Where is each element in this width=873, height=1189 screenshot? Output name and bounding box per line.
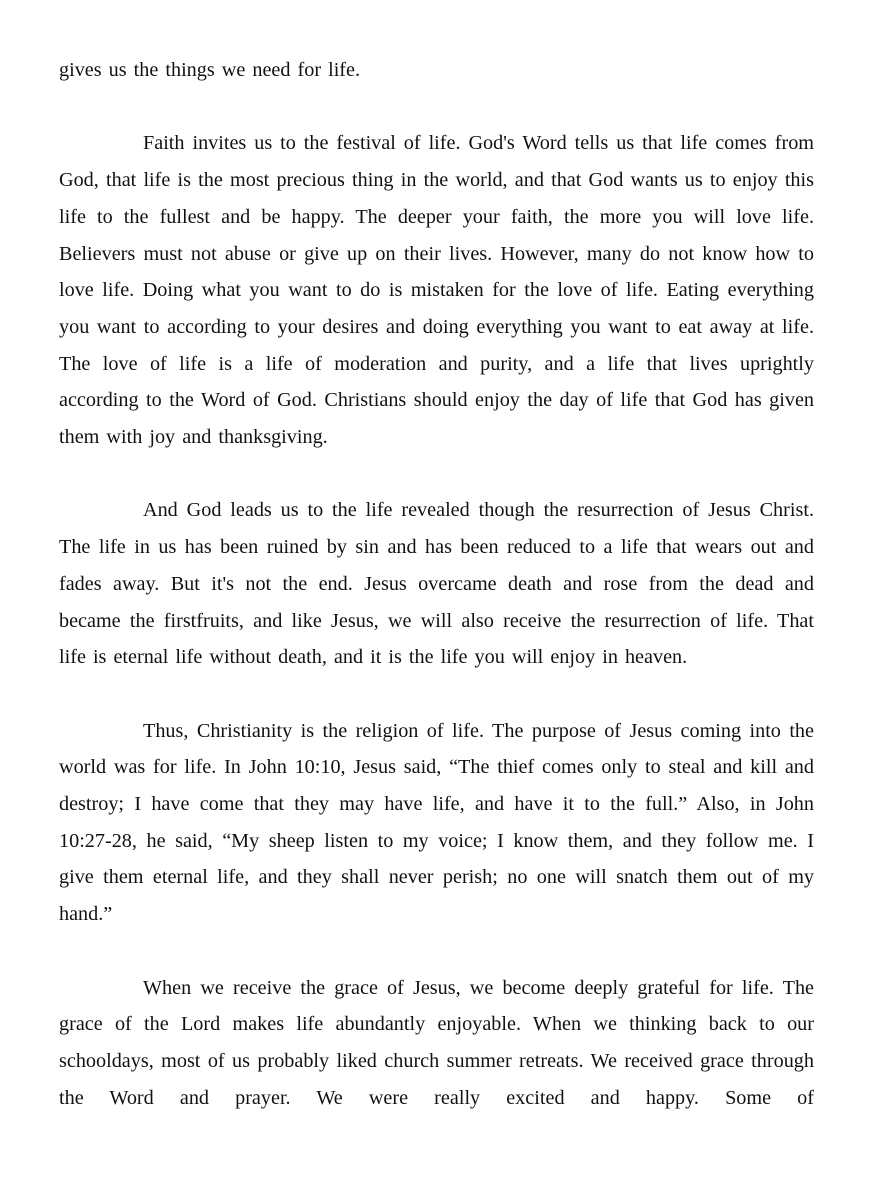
document-page — [59, 52, 814, 1116]
paragraph-grace-of-jesus: When we receive the grace of Jesus, we become deeply grateful for life. The grace of the Lord makes life abundantly enjoyable. When we thinking back to our schooldays, most of us probably liked church summer retreats. We received grace through the Word and prayer. We were really excited and happy. Some of — [59, 976, 814, 1109]
paragraph-festival-of-life: Faith invites us to the festival of life. God's Word tells us that life comes from God, that life is the most precious thing in the world, and that God wants us to enjoy this life to the fullest and be happy. The deeper your faith, the more you will love life. Believers must not abuse or give up on their lives. However, many do not know how to love life. Doing what you want to do is mistaken for the love of life. Eating everything you want to according to your desires and doing everything you want to eat away at life. The love of life is a life of moderation and purity, and a life that lives uprightly according to the Word of God. Christians should enjoy the day of life that God has given them with joy and thanksgiving. — [59, 132, 814, 449]
paragraph-resurrection: And God leads us to the life revealed though the resurrection of Jesus Christ. The life in us has been ruined by sin and has been reduced to a life that wears out and fades away. But it's not the end. Jesus overcame death and rose from the dead and became the firstfruits, and like Jesus, we will also receive the resurrection of life. That life is eternal life without death, and it is the life you will enjoy in heaven. — [59, 499, 814, 669]
paragraph-religion-of-life: Thus, Christianity is the religion of life. The purpose of Jesus coming into the world was for life. In John 10:10, Jesus said, “The thief comes only to steal and kill and destroy; I have come that they may have life, and have it to the full.” Also, in John 10:27-28, he said, “My sheep listen to my voice; I know them, and they follow me. I give them eternal life, and they shall never perish; no one will snatch them out of my hand.” — [59, 719, 814, 926]
paragraph-continued: gives us the things we need for life. — [59, 59, 361, 81]
